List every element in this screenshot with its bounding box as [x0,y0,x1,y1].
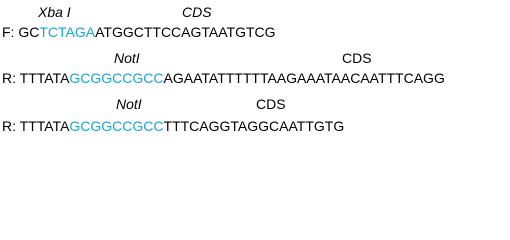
sequence-5prime: TTTATA [19,70,70,86]
primer-reverse-2 [2,118,344,134]
restriction-site-label-xbai: Xba I [38,4,71,20]
restriction-site-label-noti-2: NotI [116,96,142,112]
primer-direction-label: R: [2,70,16,86]
sequence-5prime: TTTATA [19,118,70,134]
primer-direction-label: R: [2,118,16,134]
cds-sequence: ATGGCTTCCAGTAATGTCG [95,24,276,40]
restriction-site-sequence: TCTAGA [39,24,96,40]
sequence-5prime: GC [18,24,40,40]
restriction-site-label-noti: NotI [114,50,140,66]
restriction-site-sequence: GCGGCCGCC [69,70,164,86]
primer-forward [2,24,276,40]
cds-label-reverse-1: CDS [342,50,372,66]
cds-label-reverse-2: CDS [256,96,286,112]
cds-sequence: AGAATATTTTTTAAGAAATAACAATTTCAGG [163,70,445,86]
primer-reverse-1 [2,70,445,86]
restriction-site-sequence: GCGGCCGCC [69,118,164,134]
primer-direction-label: F: [2,24,15,40]
cds-sequence: TTTCAGGTAGGCAATTGTG [163,118,345,134]
cds-label-forward: CDS [182,4,212,20]
